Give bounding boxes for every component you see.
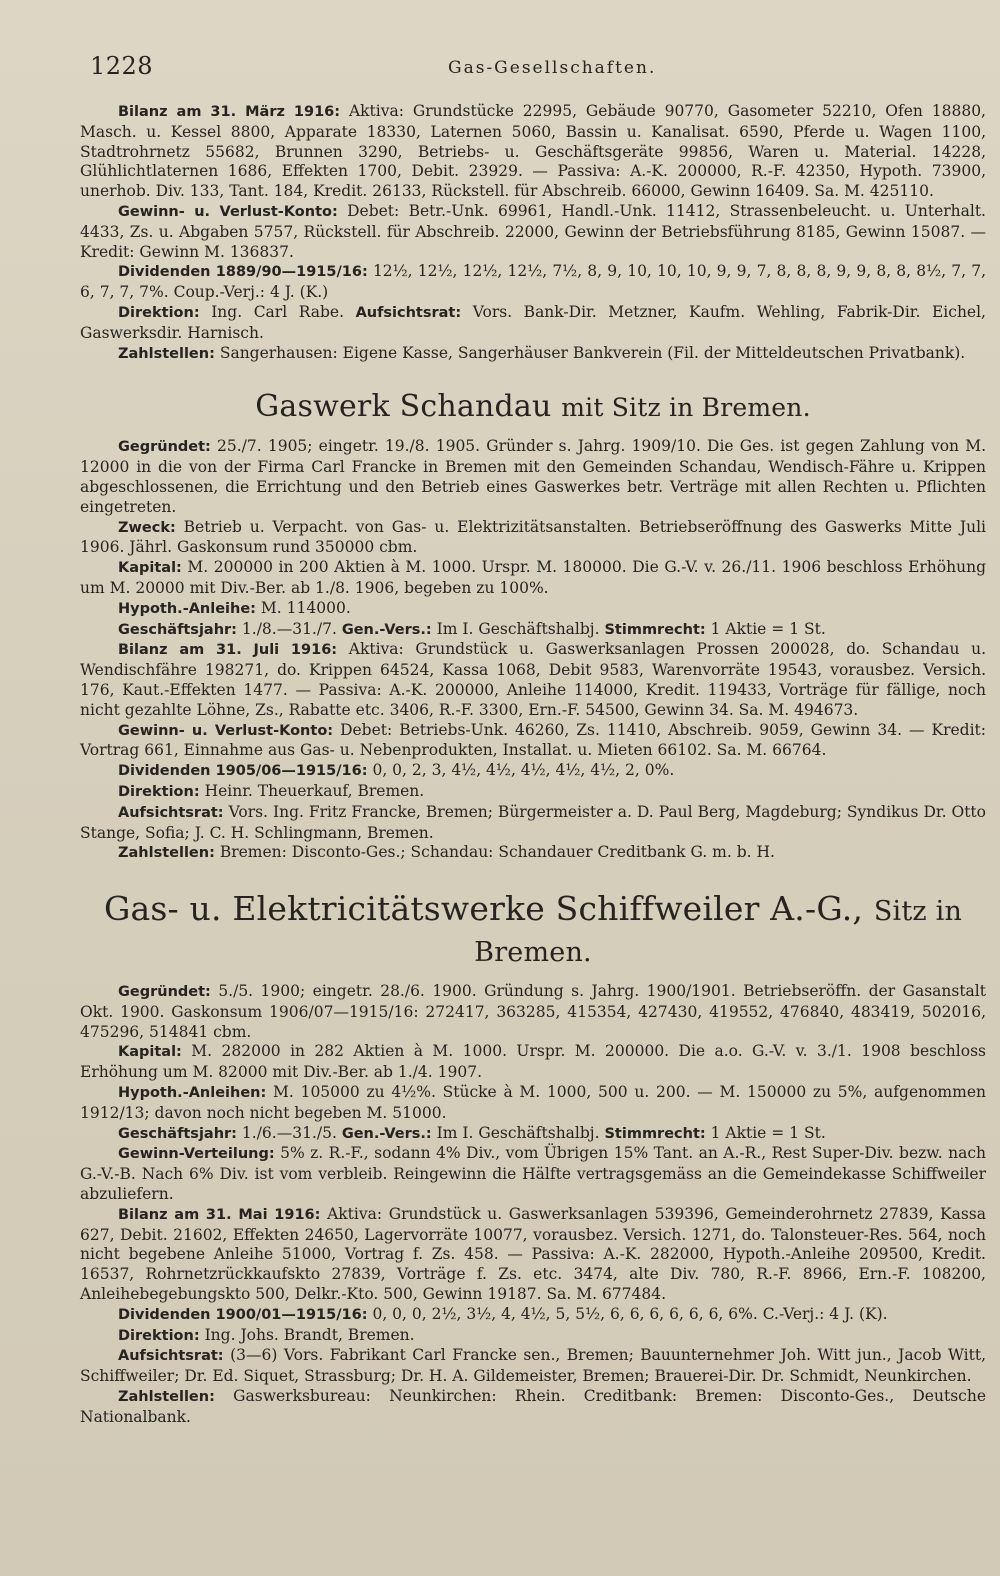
- profit-loss-text: Debet: Betriebs-Unk. 46260, Zs. 11410, Abschreib. 9059, Gewinn 34. — Kredit: Vortrag 661, Einnahme aus Gas- u. Nebenprodukten, Installat. u. Mieten 66102. Sa. M. 66764.: [80, 720, 986, 760]
- page-header: [90, 52, 980, 84]
- founded-paragraph: [80, 982, 986, 1042]
- capital-label: Kapital:: [118, 1044, 182, 1061]
- capital-paragraph: [80, 558, 986, 599]
- dividends-text: 0, 0, 0, 2½, 3½, 4, 4½, 5, 5½, 6, 6, 6, 6, 6, 6, 6%. C.-Verj.: 4 J. (K).: [372, 1304, 888, 1323]
- page-content: [80, 102, 986, 1428]
- general-meeting-label: Gen.-Vers.:: [341, 621, 432, 638]
- mortgage-loan-paragraph: [80, 599, 986, 620]
- paying-agents-paragraph: [80, 1387, 986, 1428]
- company-seat: Sitz in Bremen.: [474, 896, 963, 969]
- dividends-paragraph: [80, 761, 986, 782]
- voting-right-text: 1 Aktie = 1 St.: [710, 1123, 826, 1142]
- supervisory-board-text: (3—6) Vors. Fabrikant Carl Francke sen., Bremen; Bauunternehmer Joh. Witt jun., Jacob Witt, Schiffweiler; Dr. Ed. Siquet, Strassburg; Dr. H. A. Gildemeister, Bremen; Brauerei-Dir. Dr. Schmidt, Neunkirchen.: [80, 1346, 986, 1386]
- company-name: Gaswerk Schandau: [255, 389, 552, 425]
- company-entry-schandau: [80, 437, 986, 864]
- fiscal-year-text: 1./8.—31./7.: [241, 619, 337, 638]
- balance-label: Bilanz am 31. Juli 1916:: [118, 642, 338, 659]
- management-text: Heinr. Theuerkauf, Bremen.: [204, 781, 425, 800]
- management-label: Direktion:: [118, 304, 200, 321]
- capital-label: Kapital:: [118, 560, 182, 577]
- mortgage-loans-paragraph: [80, 1083, 986, 1124]
- company-title-schandau: [80, 388, 986, 427]
- general-meeting-text: Im I. Geschäftshalbj.: [436, 619, 600, 638]
- general-meeting-label: Gen.-Vers.:: [341, 1125, 432, 1142]
- previous-entry: [80, 102, 986, 364]
- page-number: 1228: [90, 52, 154, 80]
- dividends-text: 0, 0, 2, 3, 4½, 4½, 4½, 4½, 4½, 2, 0%.: [372, 761, 675, 780]
- supervisory-board-paragraph: [80, 1346, 986, 1387]
- paying-agents-label: Zahlstellen:: [118, 845, 215, 862]
- balance-paragraph: [80, 102, 986, 202]
- dividends-label: Dividenden 1905/06—1915/16:: [118, 763, 368, 780]
- capital-text: M. 200000 in 200 Aktien à M. 1000. Urspr. M. 180000. Die G.-V. v. 26./11. 1906 beschloss Erhöhung um M. 20000 mit Div.-Ber. ab 1./8. 1906, begeben zu 100%.: [80, 558, 986, 597]
- fiscal-year-label: Geschäftsjahr:: [118, 621, 237, 638]
- founded-label: Gegründet:: [118, 984, 211, 1001]
- profit-loss-text: Debet: Betr.-Unk. 69961, Handl.-Unk. 11412, Strassenbeleucht. u. Unterhalt. 4433, Zs. u. Abgaben 5757, Rückstell. für Abschreib. 22000, Gewinn der Betriebsführung 8185, Gewinn 15087. — Kredit: Gewinn M. 136837.: [80, 201, 986, 261]
- dividends-label: Dividenden 1889/90—1915/16:: [118, 264, 368, 281]
- founded-paragraph: [80, 437, 986, 517]
- fiscal-year-text: 1./6.—31./5.: [241, 1123, 337, 1142]
- founded-label: Gegründet:: [118, 439, 211, 456]
- purpose-text: Betrieb u. Verpacht. von Gas- u. Elektrizitätsanstalten. Betriebseröffnung des Gaswerks Mitte Juli 1906. Jährl. Gaskonsum rund 350000 cbm.: [80, 517, 986, 557]
- management-text: Ing. Carl Rabe.: [211, 302, 344, 321]
- supervisory-board-label: Aufsichtsrat:: [118, 1348, 224, 1365]
- paying-agents-paragraph: [80, 344, 986, 365]
- balance-text: Aktiva: Grundstück u. Gaswerksanlagen 539396, Gemeinderohrnetz 27839, Kassa 627, Debit. 21602, Effekten 24650, Lagervorräte 10077, vorausbez. Versich. 1271, do. Talonsteuer-Res. 564, noch nicht begebene Anleihe 51000, Vortrag f. Zs. 458. — Passiva: A.-K. 282000, Hypoth.-Anleihe 209500, Kredit. 16537, Rohrnetzrückkaufskto 27839, Vorträge f. Zs. etc. 3474, alte Div. 780, R.-F. 8966, Ern.-F. 108200, Anleihebegebungskto 500, Delkr.-Kto. 500, Gewinn 19187. Sa. M. 677484.: [80, 1204, 986, 1304]
- balance-paragraph: [80, 640, 986, 720]
- mortgage-loan-label: Hypoth.-Anleihe:: [118, 600, 256, 617]
- paying-agents-text: Sangerhausen: Eigene Kasse, Sangerhäuser Bankverein (Fil. der Mitteldeutschen Privatbank).: [219, 343, 966, 362]
- paying-agents-label: Zahlstellen:: [118, 1389, 215, 1406]
- profit-distribution-label: Gewinn-Verteilung:: [118, 1146, 275, 1163]
- dividends-label: Dividenden 1900/01—1915/16:: [118, 1306, 368, 1323]
- dividends-paragraph: [80, 1305, 986, 1326]
- general-meeting-text: Im I. Geschäftshalbj.: [436, 1123, 600, 1142]
- fiscal-year-paragraph: [80, 1124, 986, 1145]
- paying-agents-text: Gaswerksbureau: Neunkirchen: Rhein. Creditbank: Bremen: Disconto-Ges., Deutsche Nationalbank.: [80, 1387, 986, 1426]
- supervisory-board-text: Vors. Bank-Dir. Metzner, Kaufm. Wehling, Fabrik-Dir. Eichel, Gaswerksdir. Harnisch.: [80, 302, 986, 342]
- supervisory-board-label: Aufsichtsrat:: [118, 804, 224, 821]
- board-paragraph: [80, 303, 986, 344]
- dividends-paragraph: [80, 262, 986, 303]
- paying-agents-paragraph: [80, 843, 986, 864]
- balance-text: Aktiva: Grundstücke 22995, Gebäude 90770, Gasometer 52210, Ofen 18880, Masch. u. Kessel 8800, Apparate 18330, Laternen 5060, Bassin u. Kanalisat. 6590, Pferde u. Wagen 1100, Stadtrohrnetz 55682, Brunnen 3290, Betriebs- u. Geschäftsgeräte 99856, Waren u. Material. 14228, Glühlichtlaternen 1686, Effekten 1700, Debit. 23929. — Passiva: A.-K. 200000, R.-F. 42350, Hypoth. 73900, unerhob. Div. 133, Tant. 184, Kredit. 26133, Rückstell. für Abschreib. 66000, Gewinn 16409. Sa. M. 425110.: [80, 102, 986, 201]
- capital-paragraph: [80, 1042, 986, 1083]
- profit-distribution-text: 5% z. R.-F., sodann 4% Div., vom Übrigen 15% Tant. an A.-R., Rest Super-Div. bezw. nach G.-V.-B. Nach 6% Div. ist vom verbleib. Reingewinn die Hälfte vertragsgemäss an die Gemeindekasse Schiffweiler abzuliefern.: [80, 1144, 986, 1204]
- balance-text: Aktiva: Grundstück u. Gaswerksanlagen Prossen 200028, do. Schandau u. Wendischfähre 198271, do. Krippen 64524, Kassa 1068, Debit 9583, Warenvorräte 19543, vorausbez. Versich. 176, Kaut.-Effekten 1477. — Passiva: A.-K. 200000, Anleihe 114000, Kredit. 119433, Vorträge für fällige, noch nicht gezahlte Löhne, Zs., Rabatte etc. 3406, R.-F. 3300, Ern.-F. 54500, Gewinn 34. Sa. M. 494673.: [80, 640, 986, 719]
- paying-agents-label: Zahlstellen:: [118, 345, 215, 362]
- profit-loss-paragraph: [80, 721, 986, 762]
- supervisory-board-text: Vors. Ing. Fritz Francke, Bremen; Bürgermeister a. D. Paul Berg, Magdeburg; Syndikus Dr. Otto Stange, Sofia; J. C. H. Schlingmann, Bremen.: [80, 802, 986, 842]
- company-seat: mit Sitz in Bremen.: [561, 393, 811, 423]
- voting-right-label: Stimmrecht:: [604, 1125, 706, 1142]
- founded-text: 25./7. 1905; eingetr. 19./8. 1905. Gründer s. Jahrg. 1909/10. Die Ges. ist gegen Zahlung von M. 12000 in die von der Firma Carl Francke in Bremen mit den Gemeinden Schandau, Wendisch-Fähre u. Krippen abgeschlossenen, die Errichtung und den Betrieb eines Gaswerkes betr. Verträge mit allen Rechten u. Pflichten eingetreten.: [80, 437, 986, 516]
- profit-loss-label: Gewinn- u. Verlust-Konto:: [118, 203, 338, 220]
- purpose-label: Zweck:: [118, 519, 176, 536]
- profit-distribution-paragraph: [80, 1144, 986, 1204]
- paying-agents-text: Bremen: Disconto-Ges.; Schandau: Schandauer Creditbank G. m. b. H.: [219, 843, 775, 862]
- management-label: Direktion:: [118, 1327, 200, 1344]
- mortgage-loans-text: M. 105000 zu 4½%. Stücke à M. 1000, 500 u. 200. — M. 150000 zu 5%, aufgenommen 1912/13; davon noch nicht begeben M. 51000.: [80, 1083, 986, 1122]
- fiscal-year-label: Geschäftsjahr:: [118, 1125, 237, 1142]
- voting-right-label: Stimmrecht:: [604, 621, 706, 638]
- balance-paragraph: [80, 1205, 986, 1305]
- supervisory-board-label: Aufsichtsrat:: [355, 304, 462, 321]
- mortgage-loans-label: Hypoth.-Anleihen:: [118, 1085, 267, 1102]
- founded-text: 5./5. 1900; eingetr. 28./6. 1900. Gründung s. Jahrg. 1900/1901. Betriebseröffn. der Gasanstalt Okt. 1900. Gaskonsum 1906/07—1915/16: 272417, 363285, 415354, 427430, 419552, 476840, 483419, 502016, 475296, 514841 cbm.: [80, 982, 986, 1041]
- capital-text: M. 282000 in 282 Aktien à M. 1000. Urspr. M. 200000. Die a.o. G.-V. v. 3./1. 1908 beschloss Erhöhung um M. 82000 mit Div.-Ber. ab 1./4. 1907.: [80, 1042, 986, 1082]
- profit-loss-label: Gewinn- u. Verlust-Konto:: [118, 722, 334, 739]
- mortgage-loan-text: M. 114000.: [260, 598, 351, 617]
- company-title-schiffweiler: [80, 890, 986, 972]
- voting-right-text: 1 Aktie = 1 St.: [710, 619, 826, 638]
- supervisory-board-paragraph: [80, 803, 986, 844]
- dividends-text: 12½, 12½, 12½, 12½, 7½, 8, 9, 10, 10, 10, 9, 9, 7, 8, 8, 8, 9, 9, 8, 8, 8½, 7, 7, 6, 7, 7, 7%. Coup.-Verj.: 4 J. (K.): [80, 262, 986, 302]
- management-text: Ing. Johs. Brandt, Bremen.: [204, 1325, 415, 1344]
- management-label: Direktion:: [118, 783, 200, 800]
- profit-loss-paragraph: [80, 202, 986, 262]
- management-paragraph: [80, 1326, 986, 1347]
- balance-label: Bilanz am 31. Mai 1916:: [118, 1206, 321, 1223]
- running-title: Gas-Gesellschaften.: [448, 58, 657, 78]
- management-paragraph: [80, 782, 986, 803]
- company-entry-schiffweiler: [80, 982, 986, 1428]
- balance-label: Bilanz am 31. März 1916:: [118, 104, 341, 120]
- purpose-paragraph: [80, 518, 986, 559]
- fiscal-year-paragraph: [80, 620, 986, 641]
- company-name: Gas- u. Elektricitätswerke Schiffweiler A.-G.,: [103, 889, 864, 929]
